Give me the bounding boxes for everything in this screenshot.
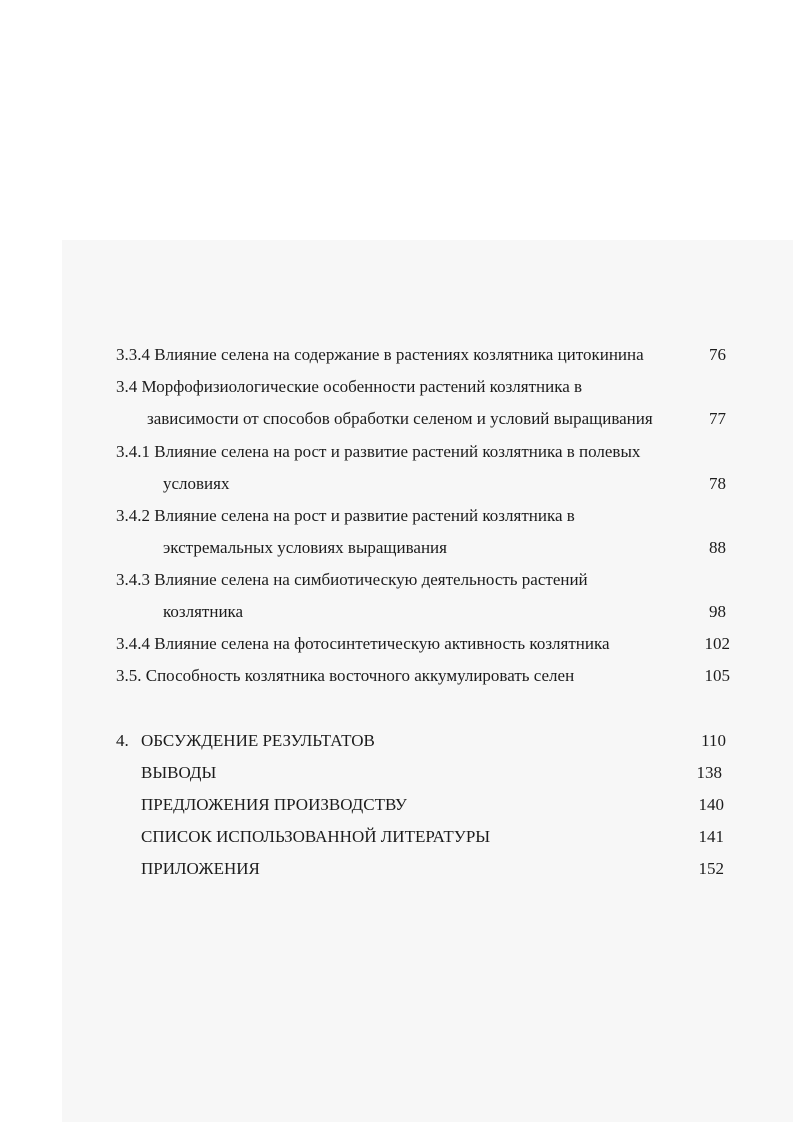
toc-page-3-4-2: 88 xyxy=(709,538,726,557)
toc-entry-3-3-4: 3.3.4 Влияние селена на содержание в растениях козлятника цитокинина xyxy=(116,345,644,364)
toc-entry-3-4-2: 3.4.2 Влияние селена на рост и развитие растений козлятника в xyxy=(116,506,575,525)
toc-entry-3-4-4: 3.4.4 Влияние селена на фотосинтетическую активность козлятника xyxy=(116,634,610,653)
toc-page-3-4-3: 98 xyxy=(709,602,726,621)
toc-page-appendices: 152 xyxy=(698,859,724,878)
toc-entry-3-4: 3.4 Морфофизиологические особенности растений козлятника в xyxy=(116,377,583,396)
toc-page-discussion: 110 xyxy=(701,731,726,750)
toc-section-references: СПИСОК ИСПОЛЬЗОВАННОЙ ЛИТЕРАТУРЫ xyxy=(141,827,491,846)
toc-entry-3-4-3: 3.4.3 Влияние селена на симбиотическую деятельность растений xyxy=(116,570,588,589)
toc-entry-3-4-3-continued: козлятника xyxy=(163,602,244,621)
toc-page-3-4: 77 xyxy=(709,409,726,428)
toc-page-3-4-4: 102 xyxy=(704,634,730,653)
toc-page-proposals: 140 xyxy=(698,795,724,814)
toc-page-3-3-4: 76 xyxy=(709,345,726,364)
toc-entry-3-5: 3.5. Способность козлятника восточного аккумулировать селен xyxy=(116,666,575,685)
toc-entry-3-4-1: 3.4.1 Влияние селена на рост и развитие растений козлятника в полевых xyxy=(116,442,641,461)
toc-entry-3-4-continued: зависимости от способов обработки селеном и условий выращивания xyxy=(147,409,653,428)
toc-section-number-4: 4. xyxy=(116,731,129,750)
toc-page-references: 141 xyxy=(698,827,724,846)
toc-page-3-5: 105 xyxy=(704,666,730,685)
toc-page-conclusions: 138 xyxy=(696,763,722,782)
toc-section-appendices: ПРИЛОЖЕНИЯ xyxy=(141,859,260,878)
toc-page-3-4-1: 78 xyxy=(709,474,726,493)
toc-section-discussion: ОБСУЖДЕНИЕ РЕЗУЛЬТАТОВ xyxy=(141,731,375,750)
toc-section-conclusions: ВЫВОДЫ xyxy=(141,763,217,782)
toc-entry-3-4-1-continued: условиях xyxy=(163,474,230,493)
toc-entry-3-4-2-continued: экстремальных условиях выращивания xyxy=(163,538,447,557)
toc-section-proposals: ПРЕДЛОЖЕНИЯ ПРОИЗВОДСТВУ xyxy=(141,795,407,814)
